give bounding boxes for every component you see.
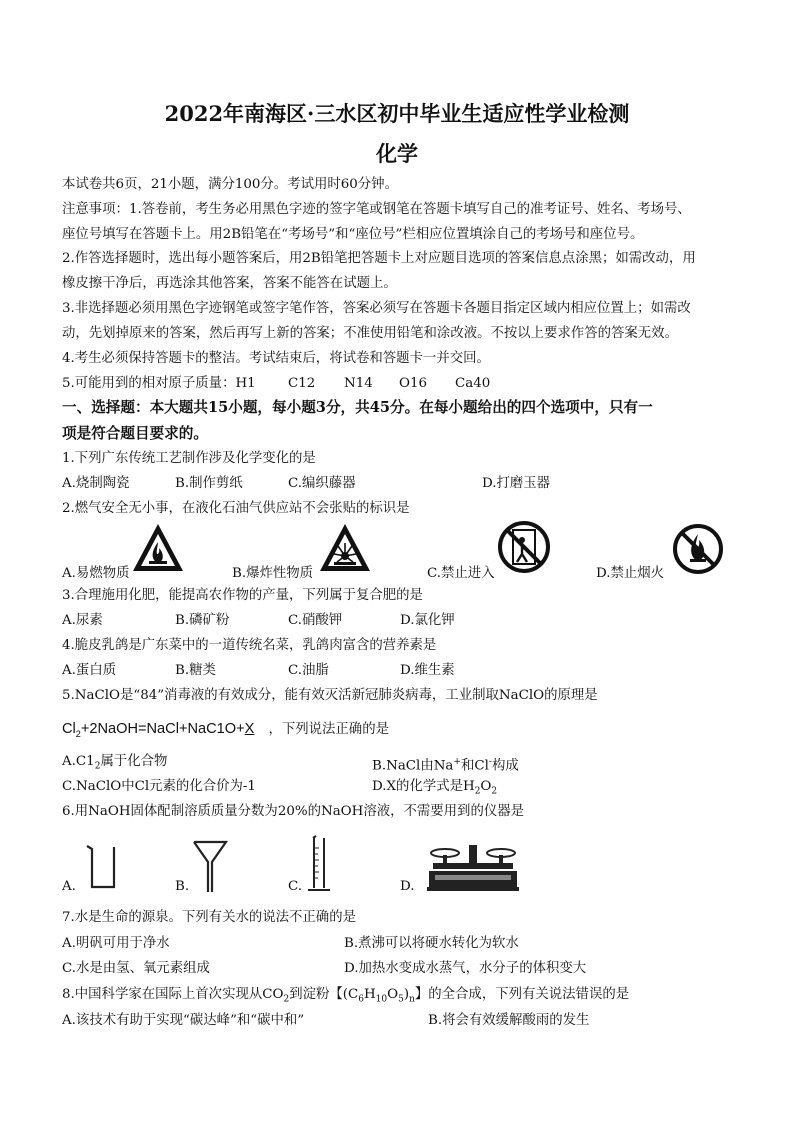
eq-cl: Cl (62, 721, 76, 737)
q5-a-sub: 2 (94, 761, 101, 772)
q5-stem: 5.NaClO是“84”消毒液的有效成分，能有效灭活新冠肺炎病毒，工业制取NaClO的原理是 (62, 688, 598, 703)
mass-c: C12 (288, 376, 316, 391)
intro-line: 4.考生必须保持答题卡的整洁。考试结束后，将试卷和答题卡一并交回。 (62, 351, 490, 366)
section-heading: 一、选择题：本大题共15小题，每小题3分，共45分。在每小题给出的四个选项中，只有一 (62, 399, 653, 416)
q7-option-a: A.明矾可用于净水 (62, 936, 170, 951)
q5-b-mid: 和Cl (460, 758, 489, 774)
q5-option-d (372, 778, 497, 801)
q8-stem-pre: 8.中国科学家在国际上首次实现从CO (62, 987, 284, 1002)
eq-main: +2NaOH=NaCl+NaC1O+ (80, 721, 245, 737)
q1-option-b: B.制作剪纸 (175, 476, 243, 491)
q5-b-pre: B.NaCl由Na (372, 758, 454, 774)
intro-line: 注意事项：1.答卷前，考生务必用黑色字迹的签字笔或钢笔在答题卡填写自己的准考证号、姓名、考场号、 (62, 202, 691, 217)
balance-scale-icon (425, 843, 521, 893)
q7-option-d: D.加热水变成水蒸气，水分子的体积变大 (344, 961, 587, 976)
intro-line: 2.作答选择题时，选出每小题答案后，用2B铅笔把答题卡上对应题目选项的答案信息点涂黑；如需改动，用 (62, 251, 696, 266)
q8-stem (62, 986, 629, 1009)
eq-rest: ，下列说法正确的是 (268, 722, 389, 737)
q5-option-a (62, 753, 167, 776)
section-heading-cont: 项是符合题目要求的。 (62, 425, 208, 442)
q4-option-c: C.油脂 (288, 663, 329, 678)
mass-n: N14 (344, 376, 373, 391)
q8-o-sub: 5 (398, 994, 404, 1005)
q5-b-post: 构成 (491, 758, 519, 774)
exam-title: 2022年南海区·三水区初中毕业生适应性学业检测 (164, 101, 630, 126)
q1-option-a: A.烧制陶瓷 (62, 476, 130, 491)
q6-option-b: B. (175, 879, 190, 894)
intro-line: 座位号填写在答题卡上。用2B铅笔在“考场号”和“座位号”栏相应位置填涂自己的考场号和座位号。 (62, 227, 644, 242)
q8-stem-post: 】的全合成，下列有关说法错误的是 (414, 987, 630, 1002)
q7-stem: 7.水是生命的源泉。下列有关水的说法不正确的是 (62, 910, 356, 925)
q5-equation (62, 718, 389, 739)
q8-stem-mid: 到淀粉【(C (289, 987, 359, 1002)
q4-option-a: A.蛋白质 (62, 663, 117, 678)
q6-option-d: D. (400, 879, 415, 894)
intro-line: 3.非选择题必须用黑色字迹钢笔或签字笔作答，答案必须写在答题卡各题目指定区域内相应位置上；如需改 (62, 301, 691, 316)
q5-option-c: C.NaClO中Cl元素的化合价为-1 (62, 779, 256, 794)
mass-o: O16 (399, 376, 428, 391)
q8-option-b: B.将会有效缓解酸雨的发生 (428, 1013, 590, 1028)
q5-d-sub1: 2 (474, 786, 481, 797)
q5-d-mid: O (480, 779, 492, 794)
q1-option-d: D.打磨玉器 (482, 476, 551, 491)
q5-d-sub2: 2 (491, 786, 498, 797)
subject-title: 化学 (376, 141, 418, 166)
q5-a-post: 属于化合物 (100, 754, 168, 769)
q1-stem: 1.下列广东传统工艺制作涉及化学变化的是 (62, 451, 316, 466)
mass-ca: Ca40 (455, 376, 491, 391)
no-entry-sign-icon (497, 518, 551, 576)
q8-option-a: A.该技术有助于实现“碳达峰”和“碳中和” (62, 1013, 305, 1028)
atomic-mass-label: 5.可能用到的相对原子质量：H1 (62, 376, 256, 391)
q5-option-b (372, 753, 519, 775)
q4-stem: 4.脆皮乳鸽是广东菜中的一道传统名菜，乳鸽肉富含的营养素是 (62, 638, 437, 653)
q2-stem: 2.燃气安全无小事，在液化石油气供应站不会张贴的标识是 (62, 501, 410, 516)
flammable-warning-icon (131, 522, 185, 574)
q8-co2-sub: 2 (283, 994, 290, 1005)
funnel-icon (192, 838, 228, 894)
intro-line: 动，先划掉原来的答案，然后再写上新的答案；不准使用铅笔和涂改液。不按以上要求作答的答案无效。 (62, 326, 678, 341)
q8-c-sub: 6 (358, 994, 364, 1005)
q2-option-b: B.爆炸性物质 (232, 566, 314, 581)
q3-option-d: D.氯化钾 (400, 613, 455, 628)
q8-close-paren: ) (403, 987, 410, 1002)
no-fire-sign-icon (671, 522, 725, 576)
q3-option-c: C.硝酸钾 (288, 613, 343, 628)
explosive-warning-icon (318, 522, 372, 574)
q5-b-sup1: + (453, 757, 461, 767)
q5-a-pre: A.C1 (62, 754, 95, 769)
q6-option-c: C. (288, 879, 303, 894)
intro-line: 橡皮擦干净后，再选涂其他答案，答案不能答在试题上。 (62, 276, 397, 291)
q3-option-b: B.磷矿粉 (175, 613, 230, 628)
q2-option-c: C.禁止进入 (427, 566, 495, 581)
q8-n-sub: n (409, 994, 415, 1005)
q7-option-b: B.煮沸可以将硬水转化为软水 (344, 936, 519, 951)
q3-option-a: A.尿素 (62, 613, 103, 628)
eq-x: X (244, 721, 255, 737)
q7-option-c: C.水是由氢、氧元素组成 (62, 961, 210, 976)
q1-option-c: C.编织藤器 (288, 476, 356, 491)
intro-line: 本试卷共6页，21小题，满分100分。考试用时60分钟。 (62, 177, 398, 192)
eq-cl-sub: 2 (75, 728, 81, 739)
q5-d-pre: D.X的化学式是H (372, 779, 475, 794)
q2-option-a: A.易燃物质 (62, 566, 130, 581)
q8-h-sub: 10 (375, 994, 388, 1005)
q6-option-a: A. (62, 879, 76, 894)
q2-option-d: D.禁止烟火 (596, 566, 665, 581)
q8-o: O (387, 987, 399, 1002)
q8-h: H (363, 987, 376, 1002)
q3-stem: 3.合理施用化肥，能提高农作物的产量，下列属于复合肥的是 (62, 588, 423, 603)
q4-option-d: D.维生素 (400, 663, 455, 678)
q4-option-b: B.糖类 (175, 663, 216, 678)
q5-b-sup2: - (488, 757, 492, 767)
beaker-icon (84, 843, 118, 891)
q6-stem: 6.用NaOH固体配制溶质质量分数为20%的NaOH溶液，不需要用到的仪器是 (62, 804, 525, 819)
graduated-cylinder-icon (303, 834, 333, 896)
atomic-mass-line (62, 375, 491, 393)
